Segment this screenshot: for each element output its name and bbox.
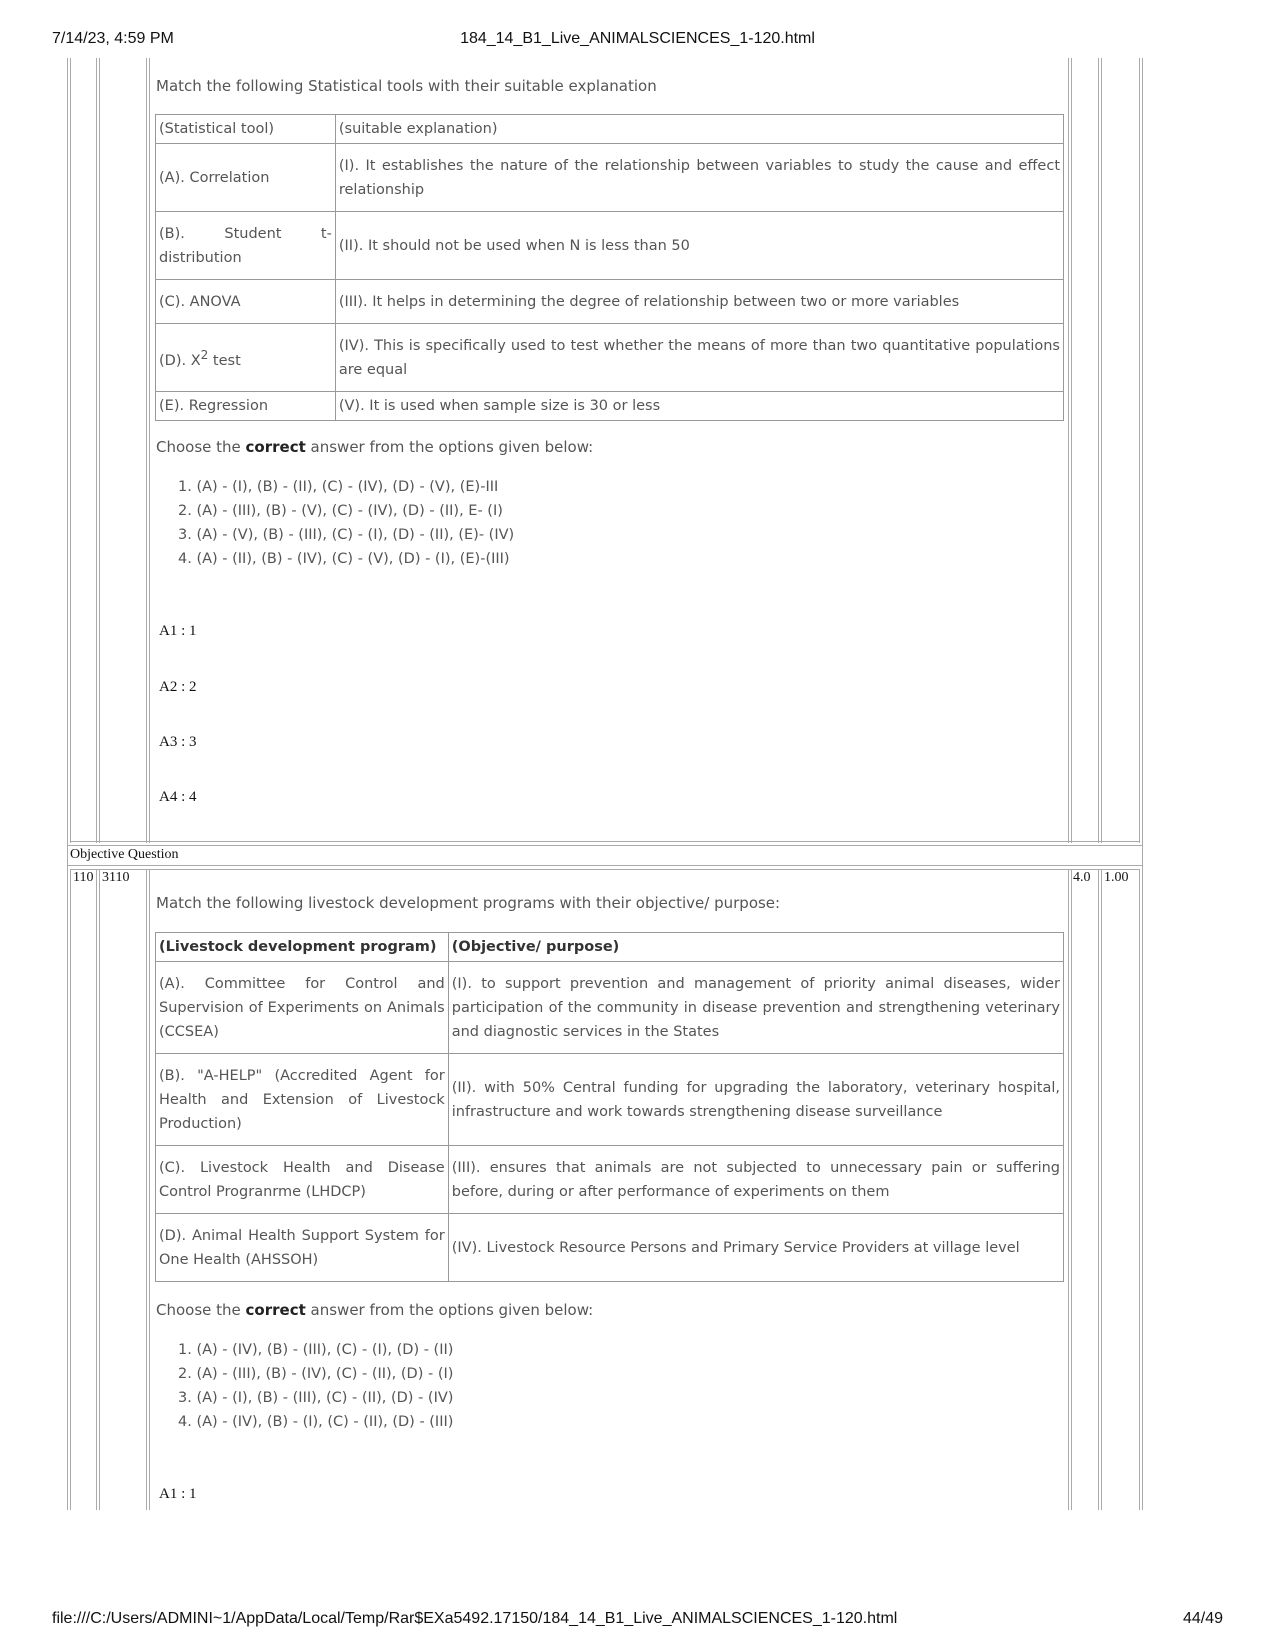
option-item: 1. (A) - (I), (B) - (II), (C) - (IV), (D) - (V), (E)-III bbox=[178, 479, 499, 495]
negative-marks: 1.00 bbox=[1104, 870, 1129, 885]
match-table bbox=[155, 114, 1064, 421]
table-cell: (I). It establishes the nature of the relationship between variables to study the cause and effect relationship bbox=[335, 144, 1063, 212]
table-cell: (IV). This is specifically used to test whether the means of more than two quantitative populations are equal bbox=[335, 324, 1063, 392]
table-cell: (II). with 50% Central funding for upgrading the laboratory, veterinary hospital, infrastructure and work towards strengthening disease surveillance bbox=[448, 1054, 1063, 1146]
option-item: 3. (A) - (V), (B) - (III), (C) - (I), (D) - (II), (E)- (IV) bbox=[178, 527, 515, 543]
match-table bbox=[155, 932, 1064, 1282]
table-cell: (A). Correlation bbox=[156, 144, 336, 212]
table-header-cell: (Livestock development program) bbox=[156, 933, 449, 962]
table-cell: (III). ensures that animals are not subjected to unnecessary pain or suffering before, during or after performance of experiments on them bbox=[448, 1146, 1063, 1214]
table-cell: (D). Animal Health Support System for One Health (AHSSOH) bbox=[156, 1214, 449, 1282]
question-intro: Match the following livestock development programs with their objective/ purpose: bbox=[156, 894, 781, 912]
table-cell: (A). Committee for Control and Supervision of Experiments on Animals (CCSEA) bbox=[156, 962, 449, 1054]
table-cell: (I). to support prevention and management of priority animal diseases, wider participation of the community in disease prevention and strengthening veterinary and diagnostic services in the States bbox=[448, 962, 1063, 1054]
table-cell: (II). It should not be used when N is less than 50 bbox=[335, 212, 1063, 280]
option-item: 3. (A) - (I), (B) - (III), (C) - (II), (D) - (IV) bbox=[178, 1390, 454, 1406]
answer-option: A1 : 1 bbox=[159, 1486, 197, 1502]
file-path: file:///C:/Users/ADMINI~1/AppData/Local/Temp/Rar$EXa5492.17150/184_14_B1_Live_ANIMALSCIENCES_1-120.html bbox=[52, 1610, 898, 1627]
document-title: 184_14_B1_Live_ANIMALSCIENCES_1-120.html bbox=[460, 30, 815, 47]
choose-instruction: Choose the correct answer from the options given below: bbox=[156, 438, 594, 456]
table-cell: (IV). Livestock Resource Persons and Primary Service Providers at village level bbox=[448, 1214, 1063, 1282]
table-header-cell: (suitable explanation) bbox=[335, 115, 1063, 144]
option-item: 4. (A) - (II), (B) - (IV), (C) - (V), (D) - (I), (E)-(III) bbox=[178, 551, 510, 567]
table-cell bbox=[156, 324, 336, 392]
option-item: 2. (A) - (III), (B) - (V), (C) - (IV), (D) - (II), E- (I) bbox=[178, 503, 503, 519]
table-cell: (B). Student t-distribution bbox=[156, 212, 336, 280]
question-serial-number: 110 bbox=[73, 870, 94, 885]
table-cell: (V). It is used when sample size is 30 or less bbox=[335, 392, 1063, 421]
option-item: 2. (A) - (III), (B) - (IV), (C) - (II), (D) - (I) bbox=[178, 1366, 454, 1382]
table-cell: (B). "A-HELP" (Accredited Agent for Health and Extension of Livestock Production) bbox=[156, 1054, 449, 1146]
table-cell: (C). Livestock Health and Disease Control Progranrme (LHDCP) bbox=[156, 1146, 449, 1214]
chi-square-suffix: test bbox=[208, 352, 241, 369]
choose-instruction: Choose the correct answer from the options given below: bbox=[156, 1301, 594, 1319]
answer-option: A2 : 2 bbox=[159, 679, 197, 695]
option-item: 1. (A) - (IV), (B) - (III), (C) - (I), (D) - (II) bbox=[178, 1342, 454, 1358]
table-cell: (III). It helps in determining the degree of relationship between two or more variables bbox=[335, 280, 1063, 324]
table-header-cell: (Objective/ purpose) bbox=[448, 933, 1063, 962]
superscript: 2 bbox=[200, 347, 209, 362]
question-intro: Match the following Statistical tools with their suitable explanation bbox=[156, 77, 657, 95]
question-marks: 4.0 bbox=[1073, 870, 1091, 885]
answer-option: A1 : 1 bbox=[159, 623, 197, 639]
table-cell: (C). ANOVA bbox=[156, 280, 336, 324]
table-cell: (E). Regression bbox=[156, 392, 336, 421]
table-header-cell: (Statistical tool) bbox=[156, 115, 336, 144]
print-datetime: 7/14/23, 4:59 PM bbox=[52, 30, 174, 47]
answer-option: A4 : 4 bbox=[159, 789, 197, 805]
option-item: 4. (A) - (IV), (B) - (I), (C) - (II), (D) - (III) bbox=[178, 1414, 454, 1430]
section-label: Objective Question bbox=[70, 847, 179, 862]
answer-option: A3 : 3 bbox=[159, 734, 197, 750]
page-number: 44/49 bbox=[1182, 1610, 1223, 1627]
question-id: 3110 bbox=[102, 870, 130, 885]
chi-square-label: (D). X bbox=[159, 352, 201, 369]
